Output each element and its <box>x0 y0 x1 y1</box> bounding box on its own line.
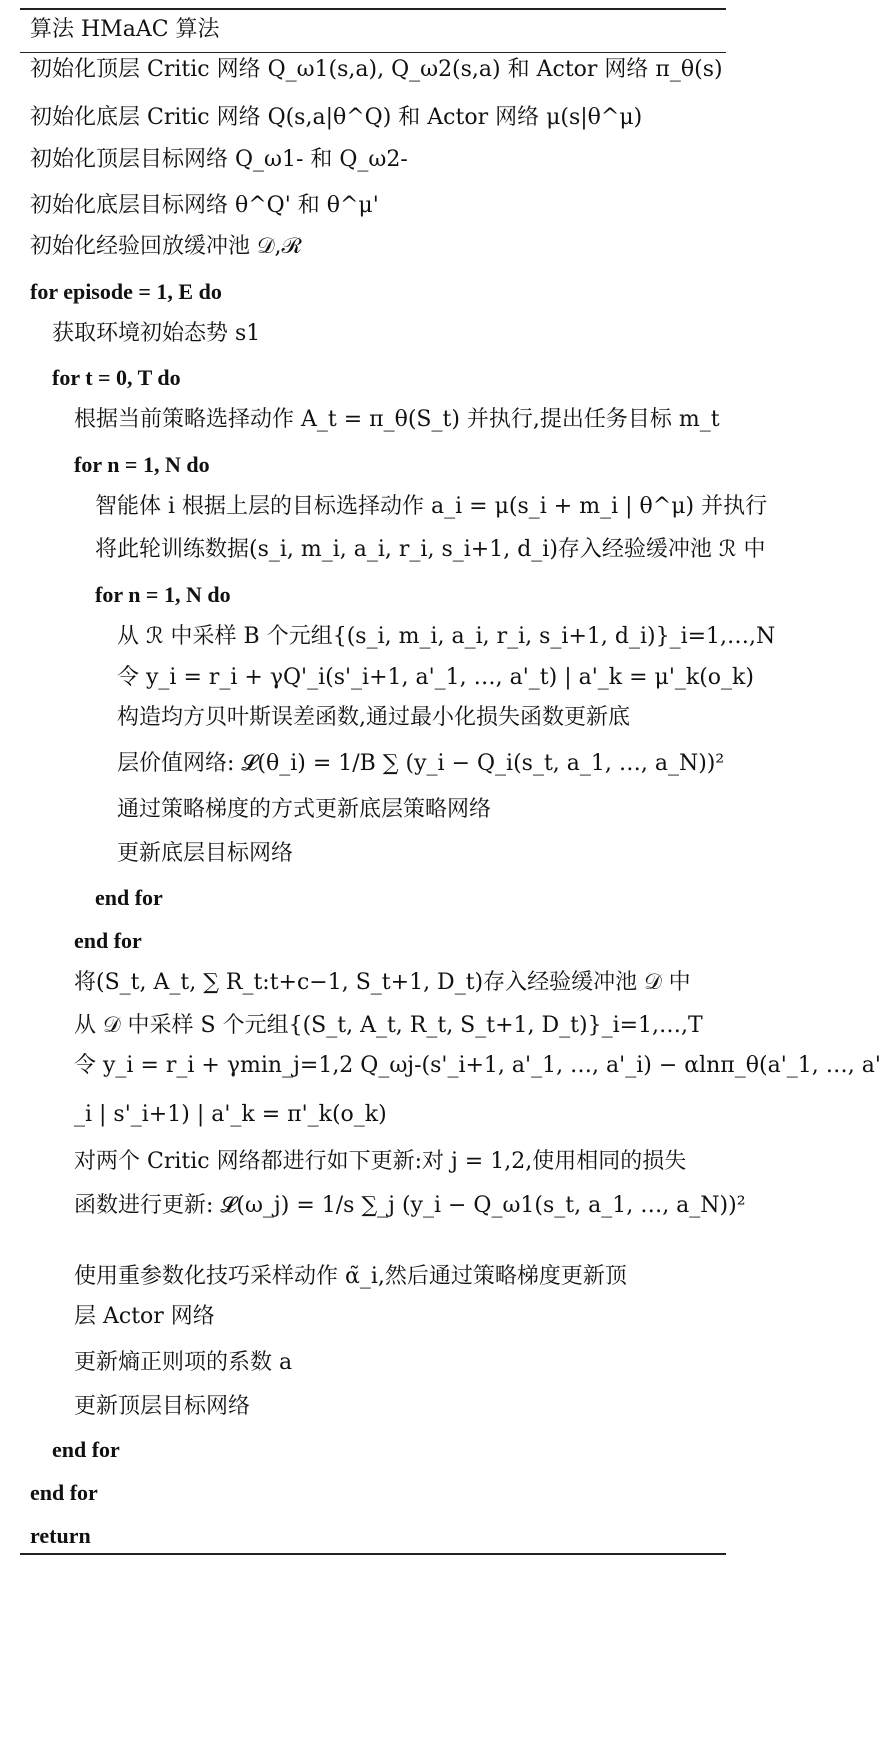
algorithm-line-24: 令 y_i = r_i + γmin_j=1,2 Q_ωj-(s'_i+1, a'_1, …, a'_i) − αlnπ_θ(a'_1, …, a' <box>74 1053 881 1078</box>
algorithm-line-27: 函数进行更新: 𝓛(ω_j) = 1/s ∑_j (y_i − Q_ω1(s_t, a_1, …, a_N))² <box>74 1193 746 1218</box>
algorithm-line-6: for episode = 1, E do <box>30 279 222 304</box>
algorithm-line-29: 层 Actor 网络 <box>74 1304 215 1329</box>
algorithm-line-16: 构造均方贝叶斯误差函数,通过最小化损失函数更新底 <box>117 705 630 730</box>
algorithm-title <box>30 16 220 44</box>
algorithm-line-4: 初始化底层目标网络 θ^Q' 和 θ^μ' <box>30 193 379 218</box>
algorithm-line-18: 通过策略梯度的方式更新底层策略网络 <box>117 797 492 822</box>
title-text: 算法 HMaAC 算法 <box>30 17 220 42</box>
algorithm-line-22: 将(S_t, A_t, ∑ R_t:t+c−1, S_t+1, D_t)存入经验缓冲池 𝒟 中 <box>74 970 691 995</box>
algorithm-line-1: 初始化顶层 Critic 网络 Q_ω1(s,a), Q_ω2(s,a) 和 Actor 网络 π_θ(s) <box>30 57 723 82</box>
algorithm-line-32: end for <box>52 1437 120 1462</box>
algorithm-line-17: 层价值网络: 𝓛(θ_i) = 1/B ∑ (y_i − Q_i(s_t, a_1, …, a_N))² <box>117 751 725 776</box>
bottom-rule <box>20 1553 726 1555</box>
algorithm-line-14: 从 ℛ 中采样 B 个元组{(s_i, m_i, a_i, r_i, s_i+1, d_i)}_i=1,…,N <box>117 624 776 649</box>
algorithm-line-5: 初始化经验回放缓冲池 𝒟,ℛ <box>30 234 303 259</box>
top-rule <box>20 8 726 10</box>
algorithm-line-9: 根据当前策略选择动作 A_t = π_θ(S_t) 并执行,提出任务目标 m_t <box>74 407 720 432</box>
algorithm-line-20: end for <box>95 885 163 910</box>
algorithm-line-10: for n = 1, N do <box>74 452 210 477</box>
algorithm-line-8: for t = 0, T do <box>52 365 181 390</box>
algorithm-line-33: end for <box>30 1480 98 1505</box>
algorithm-line-30: 更新熵正则项的系数 a <box>74 1350 293 1375</box>
algorithm-line-3: 初始化顶层目标网络 Q_ω1- 和 Q_ω2- <box>30 147 408 172</box>
algorithm-line-28: 使用重参数化技巧采样动作 α̃_i,然后通过策略梯度更新顶 <box>74 1264 627 1289</box>
algorithm-line-13: for n = 1, N do <box>95 582 231 607</box>
algorithm-line-23: 从 𝒟 中采样 S 个元组{(S_t, A_t, R_t, S_t+1, D_t)}_i=1,…,T <box>74 1013 703 1038</box>
algorithm-line-26: 对两个 Critic 网络都进行如下更新:对 j = 1,2,使用相同的损失 <box>74 1149 687 1174</box>
algorithm-line-21: end for <box>74 928 142 953</box>
algorithm-line-19: 更新底层目标网络 <box>117 841 294 866</box>
algorithm-line-15: 令 y_i = r_i + γQ'_i(s'_i+1, a'_1, …, a'_t) | a'_k = μ'_k(o_k) <box>117 665 754 690</box>
algorithm-line-34: return <box>30 1523 91 1548</box>
algorithm-line-2: 初始化底层 Critic 网络 Q(s,a|θ^Q) 和 Actor 网络 μ(s|θ^μ) <box>30 105 643 130</box>
algorithm-line-31: 更新顶层目标网络 <box>74 1394 251 1419</box>
algorithm-line-25: _i | s'_i+1) | a'_k = π'_k(o_k) <box>74 1102 387 1127</box>
algorithm-line-12: 将此轮训练数据(s_i, m_i, a_i, r_i, s_i+1, d_i)存入经验缓冲池 ℛ 中 <box>95 537 766 562</box>
algorithm-line-11: 智能体 i 根据上层的目标选择动作 a_i = μ(s_i + m_i | θ^μ) 并执行 <box>95 494 768 519</box>
algorithm-line-7: 获取环境初始态势 s1 <box>52 321 261 346</box>
title-rule <box>20 52 726 53</box>
